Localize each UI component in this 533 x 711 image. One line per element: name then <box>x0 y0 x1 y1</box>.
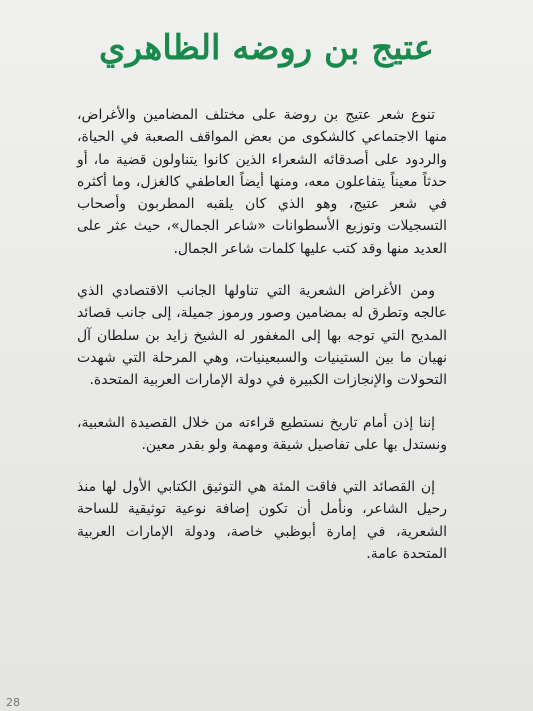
paragraph: إن القصائد التي فاقت المئة هي التوثيق الكتابي الأول لها منذ رحيل الشاعر، ونأمل أن تكون إضافة نوعية توثيقية للساحة الشعرية، في إمارة أبوظبي خاصة، ودولة الإمارات العربية المتحدة عامة. <box>77 479 447 563</box>
paragraph: ومن الأغراض الشعرية التي تناولها الجانب الاقتصادي الذي عالجه وتطرق له بمضامين وصور ورموز جميلة، إلى جانب قصائد المديح التي توجه بها إلى المغفور له الشيخ زايد بن سلطان آل نهيان ما بين الستينيات والسبعينيات، وهي المرحلة التي شهدت التحولات والإنجازات الكبيرة في دولة الإمارات العربية المتحدة. <box>77 283 447 389</box>
page-number: 28 <box>6 696 20 709</box>
paragraph: إننا إذن أمام تاريخ نستطيع قراءته من خلال القصيدة الشعبية، ونستدل بها على تفاصيل شيقة ومهمة ولو بقدر معين. <box>77 414 447 453</box>
body-text <box>77 104 447 585</box>
paragraph: تنوع شعر عتيج بن روضة على مختلف المضامين والأغراض، منها الاجتماعي كالشكوى من بعض المواقف الصعبة في الحياة، والردود على أصدقائه الشعراء الذين كانوا يتناولون قضية ما، أو حدثاً معيناً يتفاعلون معه، ومنها أيضاً العاطفي كالغزل، وما أكثره في شعر عتيج، وهو الذي كان يلقبه المطربون وأصحاب التسجيلات وتوزيع الأسطوانات «شاعر الجمال»، حيث عثر على العديد منها وقد كتب عليها كلمات شاعر الجمال. <box>77 107 447 257</box>
page-title: عتيج بن روضه الظاهري <box>99 28 434 68</box>
